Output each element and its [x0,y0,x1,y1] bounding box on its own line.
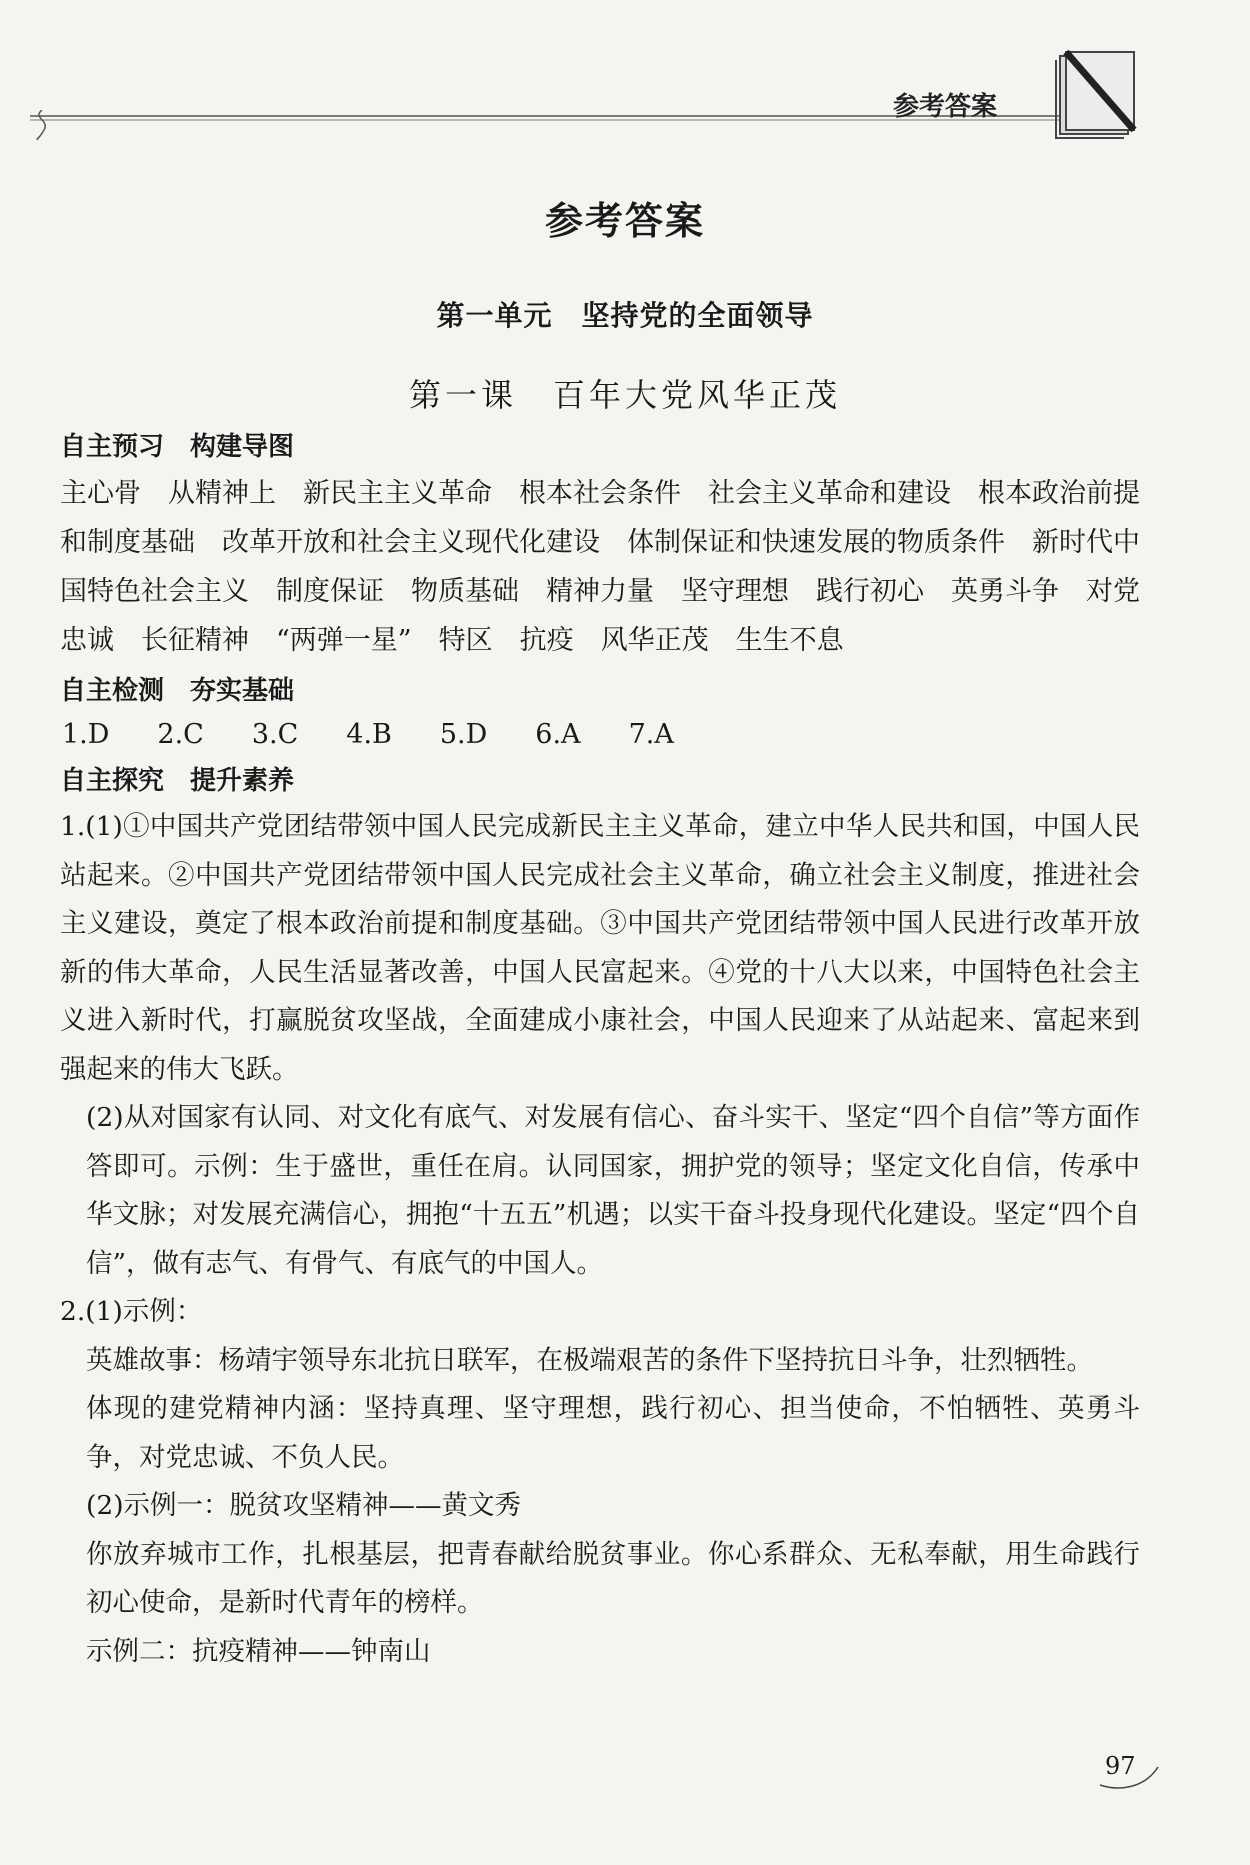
mc-answer: 1.D [62,719,110,750]
section-heading-explore: 自主探究 提升素养 [60,766,295,796]
q2-example1-text: 你放弃城市工作，扎根基层，把青春献给脱贫事业。你心系群众、无私奉献，用生命践行初心使命，是新时代青年的榜样。 [86,1538,1140,1618]
q2-example1-title: (2)示例一：脱贫攻坚精神——黄文秀 [86,1490,522,1521]
mc-answer: 6.A [535,719,581,750]
mc-answer: 2.C [157,719,204,750]
q1-part1: 1.(1)①中国共产党团结带领中国人民完成新民主主义革命，建立中华人民共和国，中国人民站起来。②中国共产党团结带领中国人民完成社会主义革命，确立社会主义制度，推进社会主义建设，奠定了根本政治前提和制度基础。③中国共产党团结带领中国人民进行改革开放新的伟大革命，人民生活显著改善，中国人民富起来。④党的十八大以来，中国特色社会主义进入新时代，打赢脱贫攻坚战，全面建成小康社会，中国人民迎来了从站起来、富起来到强起来的伟大飞跃。 [60,811,1140,1085]
mc-answer: 7.A [628,719,674,750]
lesson-heading: 第一课 百年大党风华正茂 [408,376,841,414]
book-icon [1050,48,1140,144]
mc-answer: 4.B [346,719,392,750]
page-title: 参考答案 [544,199,705,243]
q2-spirit: 体现的建党精神内涵：坚持真理、坚守理想，践行初心、担当使命，不怕牺牲、英勇斗争，对党忠诚、不负人民。 [86,1393,1140,1473]
multiple-choice-answers [60,713,1140,757]
preview-answers: 主心骨 从精神上 新民主主义革命 根本社会条件 社会主义革命和建设 根本政治前提和制度基础 改革开放和社会主义现代化建设 体制保证和快速发展的物质条件 新时代中国特色社会主义 制度保证 物质基础 精神力量 坚守理想 践行初心 英勇斗争 对党忠诚 长征精神 “两弹一星” 特区 抗疫 风华正茂 生生不息 [60,478,1140,656]
mc-answer: 3.C [251,719,299,750]
q2-part1: 2.(1)示例： [60,1296,203,1327]
page-number: 97 [1105,1752,1136,1780]
answer-content [60,425,1140,1676]
unit-heading: 第一单元 坚持党的全面领导 [436,299,814,332]
section-heading-preview: 自主预习 构建导图 [60,432,295,462]
q1-part2: (2)从对国家有认同、对文化有底气、对发展有信心、奋斗实干、坚定“四个自信”等方面作答即可。示例：生于盛世，重任在肩。认同国家，拥护党的领导；坚定文化自信，传承中华文脉；对发展充满信心，拥抱“十五五”机遇；以实干奋斗投身现代化建设。坚定“四个自信”，做有志气、有骨气、有底气的中国人。 [86,1102,1140,1279]
q2-story: 英雄故事：杨靖宇领导东北抗日联军，在极端艰苦的条件下坚持抗日斗争，壮烈牺牲。 [86,1344,1093,1376]
header-label: 参考答案 [893,92,998,122]
q2-example2-title: 示例二：抗疫精神——钟南山 [86,1635,431,1667]
section-heading-check: 自主检测 夯实基础 [60,676,295,706]
mc-answer: 5.D [439,719,488,750]
